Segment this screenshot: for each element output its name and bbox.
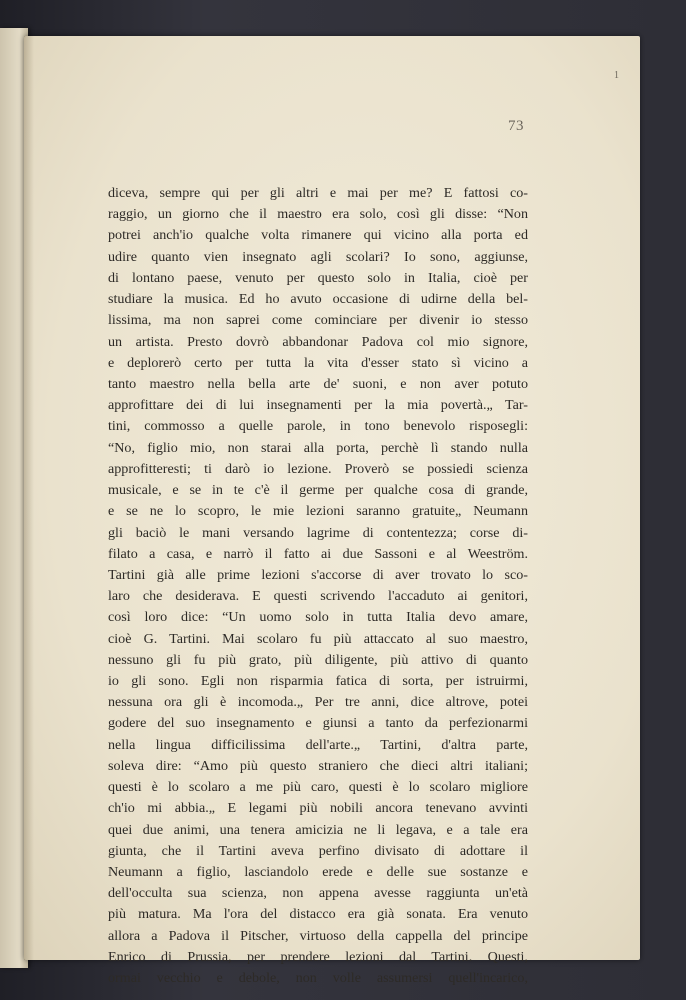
text-line: potrei anch'io qualche volta rimanere qui vicino alla porta ed	[108, 227, 528, 244]
text-line: udire quanto vien insegnato agli scolari? Io sono, aggiunse,	[108, 248, 528, 265]
page-gutter-shadow	[24, 36, 34, 960]
text-line: e deplorerò certo per tutta la vita d'esser stato sì vicino a	[108, 354, 528, 371]
text-line: lissima, ma non saprei come cominciare per divenir io stesso	[108, 312, 528, 329]
text-line: tanto maestro nella bella arte de' suoni, e non aver potuto	[108, 375, 528, 392]
text-line: filato a casa, e narrò il fatto ai due Sassoni e al Weeström.	[108, 545, 528, 562]
text-line: e se ne lo scopro, le mie lezioni saranno gratuite„ Neumann	[108, 503, 528, 520]
text-line: ormai vecchio e debole, non volle assumersi quell'incarico,	[108, 970, 528, 987]
book-page	[24, 36, 640, 987]
text-line: più matura. Ma l'ora del distacco era già sonata. Era venuto	[108, 906, 528, 923]
text-line: gli baciò le mani versando lagrime di contentezza; corse di-	[108, 524, 528, 541]
text-line: quei due animi, una tenera amicizia ne li legava, e a tale era	[108, 821, 528, 838]
text-line: così loro dice: “Un uomo solo in tutta Italia devo amare,	[108, 609, 528, 626]
text-line: raggio, un giorno che il maestro era solo, così gli disse: “Non	[108, 206, 528, 223]
text-line: un artista. Presto dovrò abbandonar Padova col mio signore,	[108, 333, 528, 350]
text-line: musicale, e se in te c'è il germe per qualche cosa di grande,	[108, 482, 528, 499]
text-line: laro che desiderava. E questi scrivendo l'accaduto ai genitori,	[108, 588, 528, 605]
text-line: Tartini già alle prime lezioni s'accorse di aver trovato lo sco-	[108, 566, 528, 583]
body-text	[108, 183, 528, 989]
text-line: Neumann a figlio, lasciandolo erede e delle sue sostanze e	[108, 864, 528, 880]
text-line: approfitteresti; ti darò io lezione. Proverò se possiedi scienza	[108, 460, 528, 477]
text-line: soleva dire: “Amo più questo straniero che dieci altri italiani;	[108, 757, 528, 774]
text-line: Enrico di Prussia, per prendere lezioni dal Tartini. Questi,	[108, 948, 528, 965]
corner-mark: 1	[614, 70, 619, 81]
text-line: nella lingua difficilissima dell'arte.„ Tartini, d'altra parte,	[108, 736, 528, 753]
text-line: dell'occulta sua scienza, non appena avesse raggiunta un'età	[108, 885, 528, 902]
text-line: diceva, sempre qui per gli altri e mai per me? E fattosi co-	[108, 185, 528, 201]
text-line: ch'io mi abbia.„ E legami più nobili ancora tenevano avvinti	[108, 800, 528, 817]
page-number: 73	[508, 118, 524, 134]
text-line: nessuno gli fu più grato, più diligente, più attivo di quanto	[108, 651, 528, 668]
text-line: “No, figlio mio, non starai alla porta, perchè lì stando nulla	[108, 439, 528, 456]
text-line: godere del suo insegnamento e giunsi a tanto da perfezionarmi	[108, 715, 528, 732]
text-line: questi è lo scolaro a me più caro, questi è lo scolaro migliore	[108, 779, 528, 796]
text-line: di lontano paese, venuto per questo solo in Italia, cioè per	[108, 269, 528, 286]
text-line: nessuna ora gli è incomoda.„ Per tre anni, dice altrove, potei	[108, 694, 528, 711]
text-line: studiare la musica. Ed ho avuto occasione di udirne della bel-	[108, 291, 528, 308]
text-line: cioè G. Tartini. Mai scolaro fu più attaccato al suo maestro,	[108, 630, 528, 647]
text-line: allora a Padova il Pitscher, virtuoso della cappella del principe	[108, 927, 528, 944]
text-line: giunta, che il Tartini aveva perfino divisato di adottare il	[108, 842, 528, 859]
text-line: io gli sono. Egli non risparmia fatica di sorta, per istruirmi,	[108, 673, 528, 690]
text-line: approfittare dei di lui insegnamenti per la mia povertà.„ Tar-	[108, 397, 528, 414]
text-line: tini, commosso a quelle parole, in tono benevolo risposegli:	[108, 418, 528, 435]
